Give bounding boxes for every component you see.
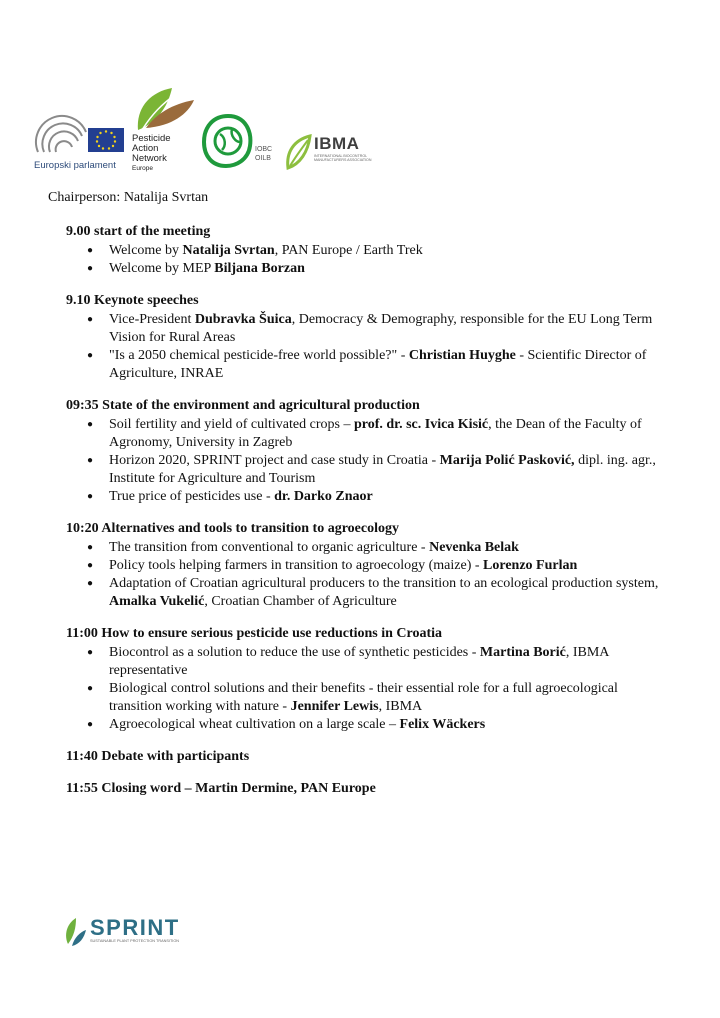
agenda-section	[66, 397, 666, 506]
section-heading: 11:55 Closing word – Martin Dermine, PAN Europe	[66, 781, 376, 796]
pan-region: Europe	[132, 165, 153, 172]
item-text: , PAN Europe / Earth Trek	[274, 243, 423, 258]
speaker-name: Nevenka Belak	[429, 540, 519, 555]
item-text: Soil fertility and yield of cultivated crops –	[109, 417, 354, 432]
pan-line-2: Action	[132, 143, 159, 154]
agenda-item	[66, 716, 666, 734]
item-text: Biological control solutions and their benefits - their essential role for a full agroecological transition working with nature -	[109, 681, 618, 714]
speaker-name: Christian Huyghe	[408, 348, 516, 363]
item-text: Welcome by	[109, 243, 183, 258]
sprint-tagline: SUSTAINABLE PLANT PROTECTION TRANSITION	[90, 939, 180, 943]
section-heading: 11:40 Debate with participants	[66, 749, 250, 764]
agenda-item	[66, 680, 666, 716]
section-heading: 10:20 Alternatives and tools to transition to agroecology	[66, 521, 399, 536]
speaker-name: Martina Borić	[479, 645, 566, 660]
speaker-name: Lorenzo Furlan	[483, 558, 578, 573]
speaker-name: Marija Polić Pasković,	[439, 453, 575, 468]
pan-line-3: Network	[132, 153, 167, 164]
ibma-logo	[284, 132, 374, 172]
agenda-section	[66, 780, 666, 798]
ibma-tagline: INTERNATIONAL BIOCONTROL MANUFACTURERS ASSOCIATION	[314, 154, 372, 162]
item-text: "Is a 2050 chemical pesticide-free world possible?" -	[109, 348, 409, 363]
header-logos	[34, 84, 394, 180]
iobc-line-1: IOBC	[255, 146, 273, 153]
section-heading: 9.00 start of the meeting	[66, 224, 211, 239]
sprint-logo	[62, 914, 192, 950]
ibma-wordmark: IBMA	[314, 134, 360, 153]
item-text: Biocontrol as a solution to reduce the use of synthetic pesticides -	[109, 645, 480, 660]
item-text: , Democracy & Demography, responsible for the EU Long Term Vision for Rural Areas	[109, 312, 653, 345]
agenda-item-list	[66, 242, 666, 278]
agenda-item	[66, 452, 666, 488]
item-text: Agroecological wheat cultivation on a large scale –	[109, 717, 400, 732]
agenda-item	[66, 575, 666, 611]
item-text: Policy tools helping farmers in transition to agroecology (maize) -	[109, 558, 484, 573]
agenda-item	[66, 557, 666, 575]
item-text: - Scientific Director of Agriculture, INRAE	[109, 348, 647, 381]
item-text: , the Dean of the Faculty of Agronomy, University in Zagreb	[109, 417, 642, 450]
agenda-section	[66, 223, 666, 278]
speaker-name: Felix Wäckers	[399, 717, 486, 732]
section-heading: 09:35 State of the environment and agricultural production	[66, 398, 420, 413]
speaker-name: Jennifer Lewis	[290, 699, 379, 714]
item-text: True price of pesticides use -	[109, 489, 275, 504]
agenda-item	[66, 539, 666, 557]
speaker-name: dr. Darko Znaor	[274, 489, 373, 504]
european-parliament-logo	[34, 110, 126, 174]
item-text: The transition from conventional to organic agriculture -	[109, 540, 430, 555]
agenda-section	[66, 292, 666, 383]
speaker-name: Biljana Borzan	[214, 261, 305, 276]
europarl-label: Europski parlament	[34, 160, 116, 171]
iobc-logo	[200, 112, 272, 172]
agenda-item	[66, 416, 666, 452]
agenda-item-list	[66, 416, 666, 506]
item-text: Welcome by MEP	[109, 261, 215, 276]
item-text: , Croatian Chamber of Agriculture	[204, 594, 397, 609]
agenda-section	[66, 520, 666, 611]
chairperson-line: Chairperson: Natalija Svrtan	[48, 190, 209, 205]
agenda-item	[66, 347, 666, 383]
item-text: Adaptation of Croatian agricultural producers to the transition to an ecological production system,	[109, 576, 659, 591]
item-text: Horizon 2020, SPRINT project and case study in Croatia -	[109, 453, 440, 468]
item-text: dipl. ing. agr., Institute for Agriculture and Tourism	[109, 453, 656, 486]
item-text: Vice-President	[109, 312, 195, 327]
section-heading: 9.10 Keynote speeches	[66, 293, 199, 308]
agenda-item	[66, 311, 666, 347]
agenda-item	[66, 260, 666, 278]
agenda-section	[66, 625, 666, 734]
agenda-item-list	[66, 539, 666, 611]
agenda-item	[66, 644, 666, 680]
agenda-item	[66, 488, 666, 506]
agenda-section	[66, 748, 666, 766]
pan-europe-logo	[132, 84, 198, 180]
agenda-item-list	[66, 311, 666, 383]
agenda-item	[66, 242, 666, 260]
pan-line-1: Pesticide	[132, 133, 171, 144]
pan-wordmark	[132, 134, 171, 174]
agenda	[66, 223, 666, 812]
speaker-name: Dubravka Šuica	[194, 312, 292, 327]
speaker-name: Natalija Svrtan	[182, 243, 275, 258]
speaker-name: Amalka Vukelić	[109, 594, 205, 609]
speaker-name: prof. dr. sc. Ivica Kisić	[353, 417, 489, 432]
section-heading: 11:00 How to ensure serious pesticide use reductions in Croatia	[66, 626, 443, 641]
iobc-wordmark	[255, 145, 272, 163]
item-text: , IBMA	[378, 699, 423, 714]
iobc-line-2: OILB	[255, 155, 271, 162]
item-text: , IBMA representative	[109, 645, 609, 678]
agenda-item-list	[66, 644, 666, 734]
sprint-wordmark: SPRINT	[90, 915, 180, 940]
